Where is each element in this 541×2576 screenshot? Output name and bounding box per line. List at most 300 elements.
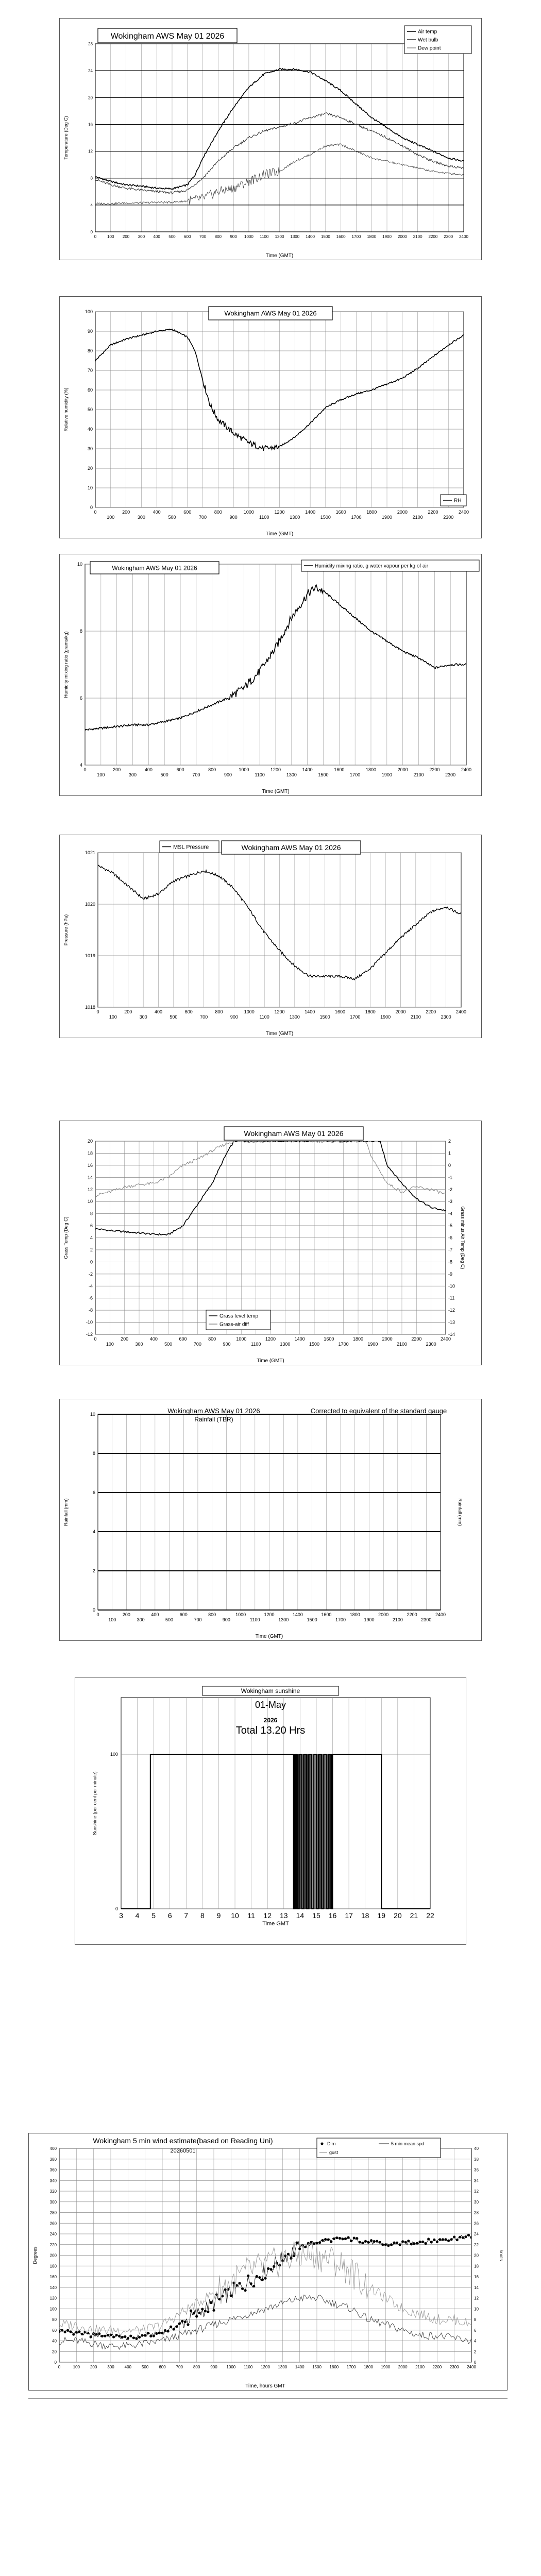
wind-marker xyxy=(462,2236,464,2239)
wind-marker xyxy=(304,2246,307,2248)
grass-ytick-label: 4 xyxy=(90,1235,93,1241)
temperature-ytick-label: 28 xyxy=(88,42,93,46)
wind-xtick-label: 1000 xyxy=(226,2365,236,2369)
wind-marker xyxy=(335,2236,338,2239)
pressure-xtick-label: 2400 xyxy=(455,1009,467,1014)
sunshine-xtick-label: 17 xyxy=(345,1911,353,1920)
humidity-ytick-label: 20 xyxy=(87,466,93,471)
mixing-xtick-label: 1200 xyxy=(270,767,281,772)
grass-ytick-right-label: 0 xyxy=(448,1162,451,1168)
mixing-xtick-label: 0 xyxy=(83,767,87,772)
wind-marker xyxy=(241,2287,244,2290)
temperature-xtick-label: 1100 xyxy=(260,234,269,239)
wind-marker xyxy=(333,2238,335,2240)
pressure-xtick-label: 800 xyxy=(215,1009,223,1014)
wind-marker xyxy=(296,2242,298,2244)
chart-humidity-title: Wokingham AWS May 01 2026 xyxy=(224,309,317,317)
wind-marker xyxy=(416,2242,418,2244)
wind-marker xyxy=(261,2278,264,2281)
wind-marker xyxy=(149,2335,152,2337)
grass-ytick-label: 0 xyxy=(90,1259,93,1265)
pressure-xtick-label: 100 xyxy=(109,1014,117,1020)
wind-marker xyxy=(404,2241,407,2244)
wind-marker xyxy=(164,2329,166,2332)
sunshine-ylabel: Sunshine (per cent per minute) xyxy=(92,1771,97,1835)
wind-ytick-right-label: 14 xyxy=(474,2285,479,2290)
rainfall-ytick-label: 8 xyxy=(92,1451,95,1456)
grass-ytick-right-label: -13 xyxy=(448,1319,455,1325)
mixing-xtick-label: 500 xyxy=(160,772,168,777)
sunshine-total: Total 13.20 Hrs xyxy=(235,1725,306,1736)
wind-xtick-label: 300 xyxy=(107,2365,114,2369)
grass-ytick-label: 18 xyxy=(87,1150,93,1156)
wind-marker xyxy=(115,2334,118,2336)
wind-ytick-right-label: 20 xyxy=(474,2253,479,2258)
rainfall-ytick-label: 0 xyxy=(92,1607,95,1613)
grass-ytick-label: 20 xyxy=(87,1139,93,1144)
bottom-divider xyxy=(28,2398,508,2399)
grass-xtick-label: 100 xyxy=(106,1342,114,1347)
rainfall-xtick-label: 1300 xyxy=(278,1617,289,1622)
sunshine-xtick-label: 3 xyxy=(119,1911,123,1920)
wind-ytick-right-label: 22 xyxy=(474,2242,479,2247)
rainfall-xtick-label: 1400 xyxy=(292,1612,303,1617)
wind-ytick-right-label: 0 xyxy=(474,2360,477,2365)
wind-marker xyxy=(66,2329,69,2332)
chart-wind xyxy=(28,2133,508,2391)
grass-ytick-right-label: -9 xyxy=(448,1271,453,1277)
wind-marker xyxy=(178,2323,181,2325)
wind-marker xyxy=(344,2238,347,2240)
wind-marker xyxy=(132,2336,135,2339)
sunshine-xtick-label: 6 xyxy=(167,1911,172,1920)
wind-marker xyxy=(313,2242,315,2245)
wind-marker xyxy=(173,2328,175,2330)
chart-rainfall-subtitle: Rainfall (TBR) xyxy=(194,1416,233,1423)
chart-grass-svg xyxy=(59,1121,482,1365)
wind-marker xyxy=(276,2262,278,2264)
humidity-xtick-label: 2300 xyxy=(443,515,454,520)
humidity-ytick-label: 50 xyxy=(87,407,93,412)
wind-ytick-label: 0 xyxy=(54,2360,57,2365)
grass-ytick-label: 10 xyxy=(87,1199,93,1205)
pressure-xtick-label: 2200 xyxy=(426,1009,436,1014)
grass-ytick-right-label: -7 xyxy=(448,1247,453,1252)
wind-marker xyxy=(81,2333,83,2335)
humidity-ytick-label: 80 xyxy=(87,348,93,353)
wind-xtick-label: 1800 xyxy=(364,2365,373,2369)
humidity-xtick-label: 1500 xyxy=(320,515,331,520)
mixing-xtick-label: 1500 xyxy=(318,772,329,777)
wind-marker xyxy=(453,2235,455,2238)
wind-marker xyxy=(167,2330,170,2332)
sunshine-xtick-label: 10 xyxy=(231,1911,239,1920)
pressure-xtick-label: 1500 xyxy=(319,1014,330,1020)
pressure-xtick-label: 1200 xyxy=(274,1009,285,1014)
rainfall-xtick-label: 1500 xyxy=(307,1617,317,1622)
wind-marker xyxy=(170,2326,172,2328)
grass-xtick-label: 2300 xyxy=(426,1342,436,1347)
wind-marker xyxy=(418,2241,421,2243)
grass-ytick-label: -10 xyxy=(86,1319,93,1325)
wind-ytick-right-label: 40 xyxy=(474,2146,479,2151)
wind-marker xyxy=(310,2241,312,2244)
wind-marker xyxy=(72,2333,75,2335)
wind-marker xyxy=(252,2285,255,2287)
wind-xtick-label: 700 xyxy=(176,2365,183,2369)
wind-marker xyxy=(390,2243,393,2246)
rainfall-ylabel: Rainfall (mm) xyxy=(63,1498,69,1526)
grass-ytick-label: -6 xyxy=(88,1295,93,1301)
mixing-ylabel: Humidity mixing ratio (grams/kg) xyxy=(63,631,69,698)
grass-xtick-label: 1700 xyxy=(338,1342,349,1347)
grass-ytick-right-label: -8 xyxy=(448,1259,453,1265)
humidity-xtick-label: 1400 xyxy=(305,510,316,515)
wind-marker xyxy=(384,2243,387,2246)
wind-ytick-label: 360 xyxy=(49,2167,57,2173)
pressure-xtick-label: 900 xyxy=(230,1014,238,1020)
grass-ytick-right-label: -2 xyxy=(448,1187,453,1192)
mixing-xtick-label: 300 xyxy=(128,772,137,777)
grass-legend-entry: Grass level temp xyxy=(219,1313,259,1319)
temperature-legend-entry: Wet bulb xyxy=(418,37,438,43)
rainfall-xtick-label: 300 xyxy=(137,1617,145,1622)
wind-marker xyxy=(207,2311,209,2313)
rainfall-xtick-label: 1200 xyxy=(264,1612,275,1617)
mixing-xtick-label: 2200 xyxy=(429,767,440,772)
grass-ytick-label: 12 xyxy=(87,1187,93,1192)
wind-marker xyxy=(367,2241,369,2244)
grass-ytick-right-label: -1 xyxy=(448,1175,453,1180)
wind-marker xyxy=(456,2239,459,2241)
rainfall-xtick-label: 1600 xyxy=(321,1612,332,1617)
chart-pressure xyxy=(59,835,482,1038)
grass-xtick-label: 2400 xyxy=(440,1336,451,1342)
grass-xtick-label: 2000 xyxy=(382,1336,393,1342)
grass-xtick-label: 2100 xyxy=(396,1342,408,1347)
wind-marker xyxy=(187,2324,189,2326)
wind-marker xyxy=(447,2240,450,2242)
humidity-ytick-label: 70 xyxy=(87,368,93,373)
wind-ytick-right-label: 8 xyxy=(474,2317,477,2322)
temperature-legend-entry: Dew point xyxy=(418,45,441,52)
wind-marker xyxy=(193,2312,195,2314)
pressure-xtick-label: 1700 xyxy=(350,1014,361,1020)
grass-ytick-right-label: 1 xyxy=(448,1150,451,1156)
sunshine-xtick-label: 15 xyxy=(312,1911,320,1920)
chart-wind-legend-swatch xyxy=(320,2142,323,2145)
rainfall-xtick-label: 1700 xyxy=(335,1617,346,1622)
mixing-xtick-label: 1000 xyxy=(239,767,249,772)
grass-xtick-label: 1200 xyxy=(265,1336,276,1342)
grass-xtick-label: 200 xyxy=(121,1336,129,1342)
temperature-xtick-label: 0 xyxy=(94,234,97,239)
pressure-xtick-label: 1800 xyxy=(365,1009,376,1014)
grass-xtick-label: 300 xyxy=(135,1342,143,1347)
sunshine-xtick-label: 18 xyxy=(361,1911,369,1920)
mixing-xtick-label: 2300 xyxy=(445,772,456,777)
wind-ytick-right-label: 18 xyxy=(474,2264,479,2269)
humidity-ytick-label: 90 xyxy=(87,329,93,334)
sunshine-xtick-label: 11 xyxy=(247,1911,255,1920)
mixing-ytick-label: 6 xyxy=(79,696,82,701)
chart-wind-subtitle: 20260501 xyxy=(170,2148,196,2154)
sunshine-date: 01-May xyxy=(255,1700,286,1710)
chart-grass-title: Wokingham AWS May 01 2026 xyxy=(244,1129,344,1138)
wind-marker xyxy=(212,2309,215,2312)
chart-rainfall-title: Wokingham AWS May 01 2026 xyxy=(167,1407,260,1415)
wind-marker xyxy=(127,2337,129,2340)
wind-marker xyxy=(144,2334,146,2336)
wind-ytick-label: 340 xyxy=(49,2178,57,2183)
wind-marker xyxy=(442,2238,444,2241)
wind-marker xyxy=(427,2238,430,2240)
temperature-xtick-label: 2000 xyxy=(397,234,407,239)
grass-ytick-label: 14 xyxy=(87,1175,93,1180)
mixing-legend-entry: Humidity mixing ratio, g water vapour per kg of air xyxy=(315,563,429,569)
sunshine-xtick-label: 7 xyxy=(184,1911,189,1920)
wind-marker xyxy=(70,2330,72,2333)
temperature-xtick-label: 1300 xyxy=(290,234,300,239)
pressure-xtick-label: 2300 xyxy=(441,1014,451,1020)
wind-xtick-label: 1300 xyxy=(278,2365,288,2369)
wind-marker xyxy=(256,2275,258,2278)
mixing-xtick-label: 1800 xyxy=(365,767,377,772)
wind-ytick-label: 240 xyxy=(49,2232,57,2236)
wind-marker xyxy=(341,2238,344,2240)
wind-ytick-label: 380 xyxy=(49,2157,57,2162)
wind-ytick-label: 180 xyxy=(49,2264,57,2269)
mixing-xtick-label: 1600 xyxy=(334,767,345,772)
wind-marker xyxy=(267,2267,269,2270)
grass-xtick-label: 1100 xyxy=(250,1342,261,1347)
temperature-xtick-label: 1000 xyxy=(244,234,253,239)
humidity-xtick-label: 400 xyxy=(153,510,161,515)
humidity-xtick-label: 2000 xyxy=(397,510,408,515)
wind-marker xyxy=(270,2268,273,2270)
wind-marker xyxy=(287,2253,290,2256)
humidity-xtick-label: 500 xyxy=(168,515,176,520)
wind-marker xyxy=(356,2237,358,2240)
rainfall-xtick-label: 200 xyxy=(122,1612,130,1617)
grass-xtick-label: 700 xyxy=(193,1342,201,1347)
temperature-ytick-label: 8 xyxy=(90,176,93,181)
sunshine-xtick-label: 4 xyxy=(135,1911,140,1920)
wind-ytick-label: 140 xyxy=(49,2285,57,2290)
humidity-ytick-label: 0 xyxy=(90,505,93,510)
wind-xtick-label: 0 xyxy=(58,2365,61,2369)
wind-marker xyxy=(238,2282,241,2284)
chart-rainfall-note: Corrected to equivalent of the standard gauge xyxy=(310,1407,447,1415)
grass-ytick-right-label: -3 xyxy=(448,1199,453,1205)
wind-marker xyxy=(175,2325,178,2328)
mixing-xtick-label: 1400 xyxy=(302,767,313,772)
wind-ytick-right-label: 34 xyxy=(474,2178,479,2183)
pressure-ytick-label: 1018 xyxy=(84,1005,95,1010)
humidity-xtick-label: 1000 xyxy=(243,510,254,515)
grass-xtick-label: 500 xyxy=(164,1342,173,1347)
wind-marker xyxy=(436,2241,438,2243)
humidity-ytick-label: 10 xyxy=(87,485,93,490)
temperature-xtick-label: 1200 xyxy=(275,234,284,239)
wind-ytick-right-label: 2 xyxy=(474,2349,477,2354)
chart-temperature-svg xyxy=(59,18,482,260)
grass-ytick-right-label: -10 xyxy=(448,1283,455,1289)
humidity-ytick-label: 100 xyxy=(84,309,93,314)
humidity-ytick-label: 60 xyxy=(87,387,93,393)
wind-xtick-label: 1600 xyxy=(329,2365,339,2369)
humidity-xtick-label: 600 xyxy=(183,510,192,515)
grass-xtick-label: 2200 xyxy=(411,1336,422,1342)
wind-marker xyxy=(90,2335,92,2338)
pressure-ylabel: Pressure (hPa) xyxy=(63,914,69,946)
chart-mixing-title: Wokingham AWS May 01 2026 xyxy=(112,564,197,572)
temperature-xtick-label: 2300 xyxy=(444,234,453,239)
chart-grass xyxy=(59,1121,482,1365)
wind-marker xyxy=(327,2238,330,2241)
rainfall-xtick-label: 1000 xyxy=(235,1612,246,1617)
pressure-xtick-label: 2100 xyxy=(410,1014,421,1020)
wind-xtick-label: 1200 xyxy=(261,2365,270,2369)
chart-mixing-svg xyxy=(59,554,482,796)
sunshine-xtick-label: 19 xyxy=(377,1911,386,1920)
wind-marker xyxy=(350,2240,352,2242)
temperature-ytick-label: 0 xyxy=(90,230,93,234)
sunshine-xtick-label: 5 xyxy=(151,1911,156,1920)
grass-ytick-label: -12 xyxy=(86,1332,93,1337)
wind-marker xyxy=(387,2244,390,2247)
grass-xtick-label: 900 xyxy=(223,1342,231,1347)
wind-marker xyxy=(322,2239,324,2242)
grass-xtick-label: 1400 xyxy=(294,1336,305,1342)
rainfall-xtick-label: 100 xyxy=(108,1617,116,1622)
wind-ytick-label: 400 xyxy=(49,2146,57,2151)
temperature-xtick-label: 300 xyxy=(138,234,145,239)
chart-mixing xyxy=(59,554,482,796)
wind-marker xyxy=(204,2310,207,2312)
chart-wind-legend-entry: gust xyxy=(329,2150,339,2155)
pressure-xtick-label: 400 xyxy=(154,1009,163,1014)
wind-marker xyxy=(359,2241,361,2243)
chart-wind-svg xyxy=(28,2133,508,2391)
sunshine-ytick-label: 0 xyxy=(115,1906,118,1911)
wind-marker xyxy=(201,2308,204,2310)
wind-xtick-label: 2400 xyxy=(467,2365,476,2369)
grass-ytick-right-label: -11 xyxy=(448,1295,455,1301)
wind-marker xyxy=(433,2239,435,2241)
temperature-ytick-label: 12 xyxy=(88,149,93,154)
grass-ytick-label: -2 xyxy=(88,1271,93,1277)
temperature-ytick-label: 24 xyxy=(88,69,93,74)
wind-marker xyxy=(153,2334,155,2337)
humidity-xtick-label: 1800 xyxy=(366,510,377,515)
pressure-xtick-label: 500 xyxy=(170,1014,178,1020)
pressure-xlabel: Time (GMT) xyxy=(265,1031,294,1037)
rainfall-ytick-label: 6 xyxy=(92,1490,95,1495)
pressure-ytick-label: 1019 xyxy=(84,953,95,958)
wind-marker xyxy=(75,2331,78,2333)
wind-marker xyxy=(121,2336,124,2338)
wind-marker xyxy=(135,2337,138,2340)
wind-marker xyxy=(450,2238,453,2241)
temperature-xtick-label: 100 xyxy=(107,234,114,239)
wind-marker xyxy=(396,2242,398,2244)
mixing-xtick-label: 900 xyxy=(224,772,232,777)
wind-ytick-right-label: 12 xyxy=(474,2296,479,2301)
temperature-xtick-label: 800 xyxy=(214,234,222,239)
pressure-xtick-label: 1300 xyxy=(289,1014,300,1020)
wind-ytick-label: 320 xyxy=(49,2189,57,2194)
chart-humidity-svg xyxy=(59,296,482,538)
sunshine-xlabel: Time GMT xyxy=(262,1921,289,1927)
wind-marker xyxy=(273,2265,275,2268)
wind-marker xyxy=(373,2240,376,2243)
rainfall-xtick-label: 2000 xyxy=(378,1612,389,1617)
humidity-xtick-label: 1300 xyxy=(290,515,300,520)
wind-marker xyxy=(124,2335,126,2338)
mixing-xtick-label: 1700 xyxy=(350,772,361,777)
rainfall-xtick-label: 2100 xyxy=(392,1617,403,1622)
humidity-legend-entry: RH xyxy=(454,498,462,504)
wind-ytick-right-label: 24 xyxy=(474,2232,479,2236)
grass-ytick-label: 6 xyxy=(90,1223,93,1229)
chart-humidity xyxy=(59,296,482,538)
wind-marker xyxy=(467,2234,470,2236)
wind-marker xyxy=(190,2309,192,2312)
wind-xtick-label: 200 xyxy=(90,2365,97,2369)
wind-marker xyxy=(210,2301,212,2304)
mixing-ytick-label: 10 xyxy=(77,562,82,567)
wind-ytick-right-label: 30 xyxy=(474,2199,479,2205)
wind-marker xyxy=(138,2336,141,2338)
wind-marker xyxy=(438,2238,441,2241)
humidity-xtick-label: 200 xyxy=(122,510,130,515)
sunshine-title: Wokingham sunshine xyxy=(241,1687,300,1694)
wind-marker xyxy=(410,2243,413,2245)
wind-marker xyxy=(353,2236,356,2239)
wind-marker xyxy=(230,2294,232,2297)
wind-marker xyxy=(370,2239,373,2242)
grass-xtick-label: 1900 xyxy=(367,1342,378,1347)
humidity-xtick-label: 1700 xyxy=(351,515,362,520)
wind-marker xyxy=(444,2238,447,2241)
wind-ylabel-right: knots xyxy=(499,2249,504,2261)
mixing-xtick-label: 2400 xyxy=(461,767,472,772)
wind-ytick-label: 20 xyxy=(52,2349,57,2354)
pressure-xtick-label: 1100 xyxy=(259,1014,269,1020)
wind-xtick-label: 2300 xyxy=(449,2365,459,2369)
wind-marker xyxy=(393,2242,395,2244)
temperature-ytick-label: 4 xyxy=(90,202,93,208)
wind-marker xyxy=(361,2242,364,2244)
rainfall-xtick-label: 500 xyxy=(165,1617,174,1622)
sunshine-xtick-label: 20 xyxy=(394,1911,402,1920)
wind-ytick-right-label: 36 xyxy=(474,2167,479,2173)
wind-marker xyxy=(379,2241,381,2244)
sunshine-ytick-label: 100 xyxy=(110,1752,118,1757)
wind-ytick-label: 280 xyxy=(49,2210,57,2215)
temperature-xtick-label: 1700 xyxy=(351,234,361,239)
chart-sunshine xyxy=(75,1677,466,1945)
grass-ytick-label: -4 xyxy=(88,1283,93,1289)
pressure-ytick-label: 1020 xyxy=(84,902,95,907)
wind-marker xyxy=(347,2236,350,2239)
wind-marker xyxy=(318,2241,321,2244)
rainfall-xtick-label: 1900 xyxy=(364,1617,375,1622)
rainfall-xlabel: Time (GMT) xyxy=(255,1634,283,1639)
wind-xtick-label: 1700 xyxy=(346,2365,356,2369)
wind-xtick-label: 500 xyxy=(141,2365,149,2369)
